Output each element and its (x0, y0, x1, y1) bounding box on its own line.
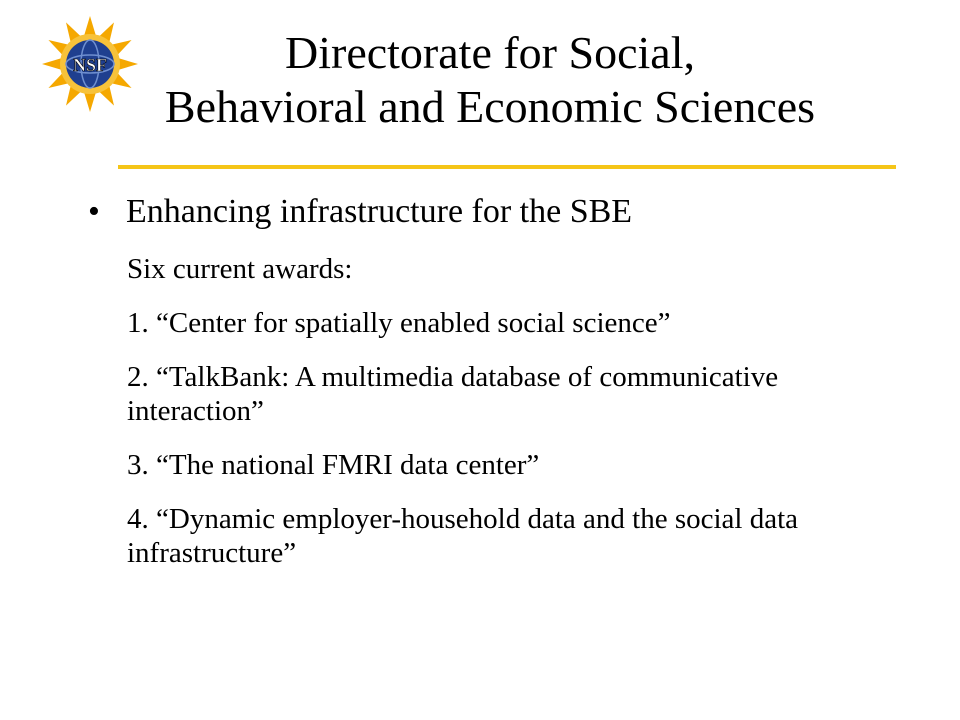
page-title (100, 26, 880, 134)
bullet-text: Enhancing infrastructure for the SBE (126, 193, 633, 230)
award-item-4: 4. “Dynamic employer-household data and the social data infrastructure” (127, 503, 799, 569)
award-item-3: 3. “The national FMRI data center” (127, 449, 540, 481)
award-item-1: 1. “Center for spatially enabled social science” (127, 307, 671, 339)
title-divider (118, 165, 896, 169)
nsf-logo-text: NSF (72, 55, 108, 75)
awards-intro: Six current awards: (127, 253, 353, 285)
bullet-icon: • (88, 193, 100, 230)
award-item-2: 2. “TalkBank: A multimedia database of communicative interaction” (127, 361, 779, 427)
title-line-1: Directorate for Social, (285, 27, 695, 78)
bullet-item (88, 190, 632, 234)
title-line-2: Behavioral and Economic Sciences (164, 81, 816, 132)
